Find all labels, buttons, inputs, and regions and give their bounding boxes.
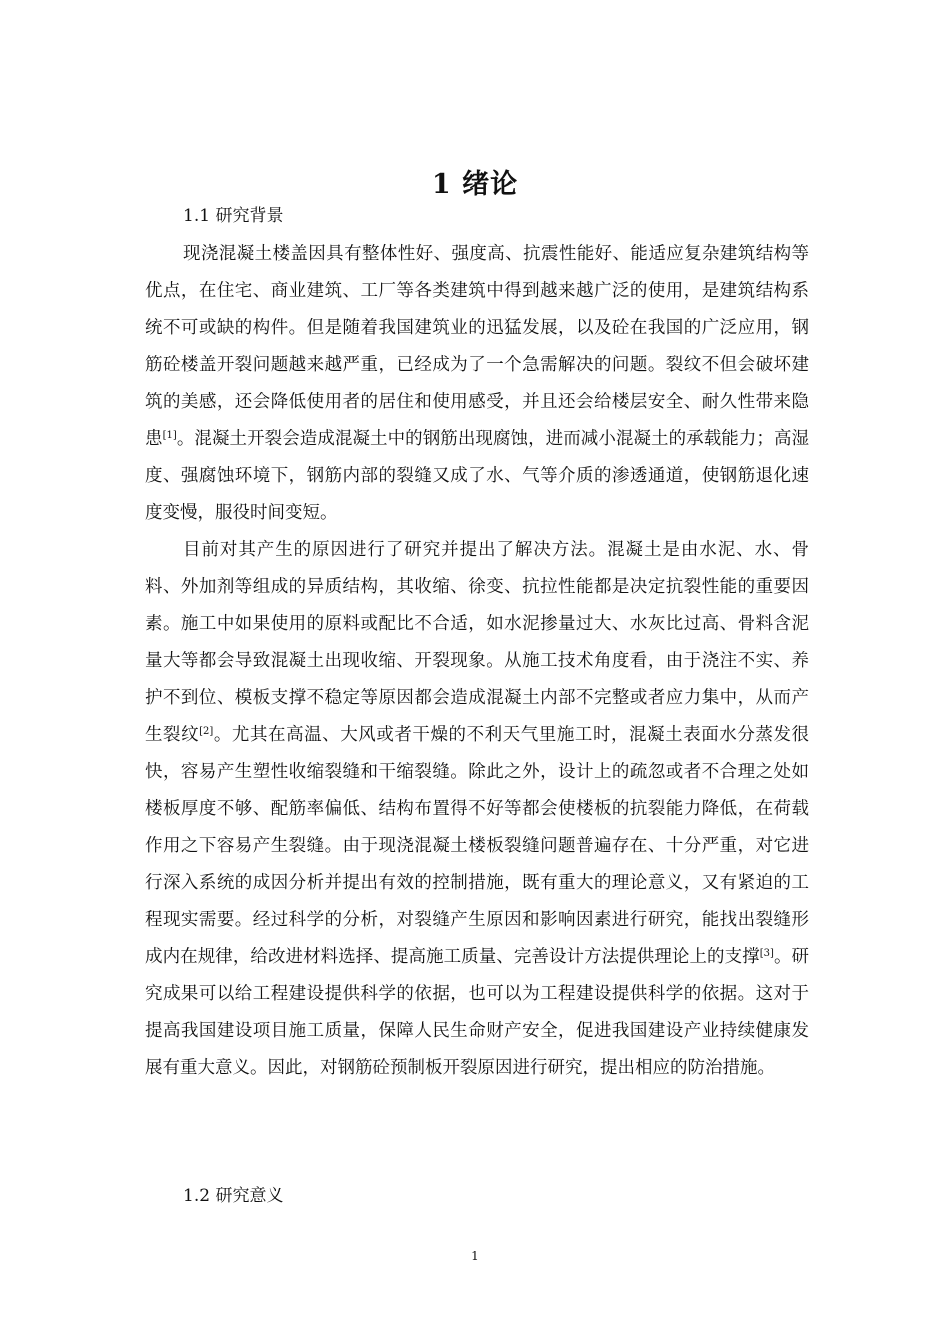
paragraph-text: 。混凝土开裂会造成混凝土中的钢筋出现腐蚀，进而减小混凝土的承载能力；高湿度、强腐蚀环境下，钢筋内部的裂缝又成了水、气等介质的渗透通道，使钢筋退化速度变慢，服役时间变短。 (145, 429, 810, 523)
section-heading-research-background: 1.1 研究背景 (183, 206, 284, 226)
body-text (145, 236, 809, 1087)
citation-3: [3] (759, 948, 774, 959)
paragraph-text: 。研究成果可以给工程建设提供科学的依据，也可以为工程建设提供科学的依据。这对于提高我国建设项目施工质量，保障人民生命财产安全，促进我国建设产业持续健康发展有重大意义。因此，对钢筋砼预制板开裂原因进行研究，提出相应的防治措施。 (145, 947, 810, 1078)
page-number: 1 (471, 1249, 479, 1263)
citation-2: [2] (199, 726, 214, 737)
citation-1: [1] (162, 430, 177, 441)
paragraph-causes (145, 532, 809, 1087)
chapter-title: 1 绪论 (431, 169, 519, 201)
paragraph-text: 目前对其产生的原因进行了研究并提出了解决方法。混凝土是由水泥、水、骨料、外加剂等组成的异质结构，其收缩、徐变、抗拉性能都是决定抗裂性能的重要因素。施工中如果使用的原料或配比不合适，如水泥掺量过大、水灰比过高、骨料含泥量大等都会导致混凝土出现收缩、开裂现象。从施工技术角度看，由于浇注不实、养护不到位、模板支撑不稳定等原因都会造成混凝土内部不完整或者应力集中，从而产生裂纹 (145, 540, 809, 745)
paragraph-text: 。尤其在高温、大风或者干燥的不利天气里施工时，混凝土表面水分蒸发很快，容易产生塑性收缩裂缝和干缩裂缝。除此之外，设计上的疏忽或者不合理之处如楼板厚度不够、配筋率偏低、结构布置得不好等都会使楼板的抗裂能力降低，在荷载作用之下容易产生裂缝。由于现浇混凝土楼板裂缝问题普遍存在、十分严重，对它进行深入系统的成因分析并提出有效的控制措施，既有重大的理论意义，又有紧迫的工程现实需要。经过科学的分析，对裂缝产生原因和影响因素进行研究，能找出裂缝形成内在规律，给改进材料选择、提高施工质量、完善设计方法提供理论上的支撑 (145, 725, 810, 967)
paragraph-background (145, 236, 809, 532)
section-heading-research-significance: 1.2 研究意义 (183, 1186, 284, 1206)
paragraph-text: 现浇混凝土楼盖因具有整体性好、强度高、抗震性能好、能适应复杂建筑结构等优点，在住宅、商业建筑、工厂等各类建筑中得到越来越广泛的使用，是建筑结构系统不可或缺的构件。但是随着我国建筑业的迅猛发展，以及砼在我国的广泛应用，钢筋砼楼盖开裂问题越来越严重，已经成为了一个急需解决的问题。裂纹不但会破坏建筑的美感，还会降低使用者的居住和使用感受，并且还会给楼层安全、耐久性带来隐患 (145, 244, 809, 449)
